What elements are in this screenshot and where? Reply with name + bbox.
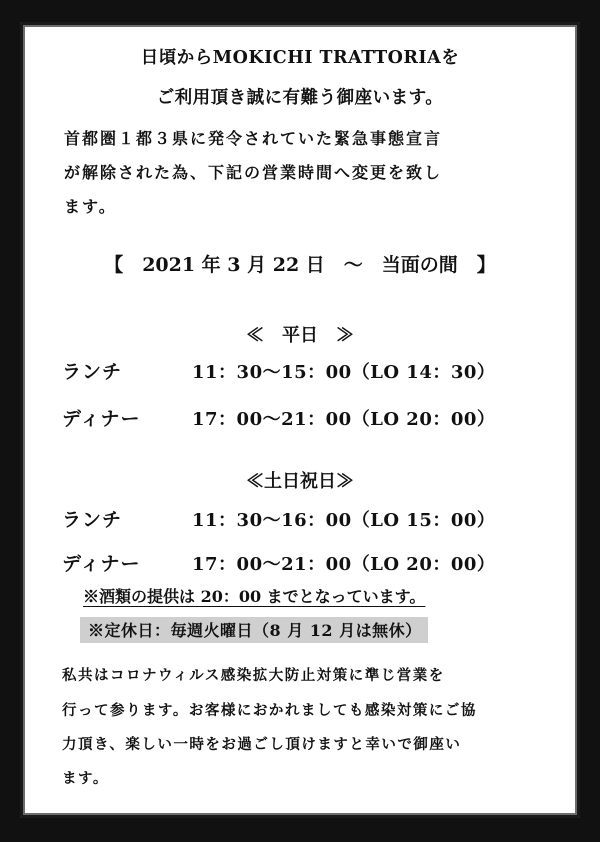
weekday-heading: ≪ 平日 ≫ — [246, 325, 354, 346]
weekend-heading: ≪土日祝日≫ — [246, 471, 354, 492]
weekend-dinner-time: 17：00～21：00（LO 20：00） — [192, 554, 496, 575]
greeting-line-2: ご利用頂き誠に有難う御座います。 — [156, 88, 444, 108]
notice-line-1: 首都圏１都３県に発令されていた緊急事態宣言 — [64, 129, 443, 148]
notice-line-2: が解除された為、下記の営業時間へ変更を致し — [64, 163, 443, 182]
footer-line-3: 力頂き、楽しい一時をお過ごし頂けますと幸いで御座い — [62, 736, 462, 753]
weekday-dinner-label: ディナー — [62, 408, 141, 430]
weekend-lunch-label: ランチ — [62, 509, 123, 531]
weekday-dinner-time: 17：00～21：00（LO 20：00） — [192, 409, 496, 430]
weekday-lunch-label: ランチ — [62, 361, 123, 383]
weekend-dinner-label: ディナー — [62, 553, 141, 575]
alcohol-note: ※酒類の提供は 20：00 までとなっています。 — [83, 587, 426, 606]
footer-line-1: 私共はコロナウィルス感染拡大防止対策に準じ営業を — [62, 667, 445, 684]
footer-line-2: 行って参ります。お客様におかれましても感染対策にご協 — [62, 702, 477, 719]
weekend-lunch-time: 11：30～16：00（LO 15：00） — [192, 510, 496, 531]
footer-line-4: ます。 — [62, 770, 109, 787]
effective-period: 【 2021 年 3 月 22 日 ～ 当面の間 】 — [104, 254, 496, 276]
holiday-note: ※定休日：毎週火曜日（8 月 12 月は無休） — [80, 617, 428, 643]
notice-line-3: ます。 — [64, 197, 117, 216]
greeting-line-1: 日頃からMOKICHI TRATTORIAを — [140, 48, 460, 68]
weekday-lunch-time: 11：30～15：00（LO 14：30） — [192, 362, 496, 383]
